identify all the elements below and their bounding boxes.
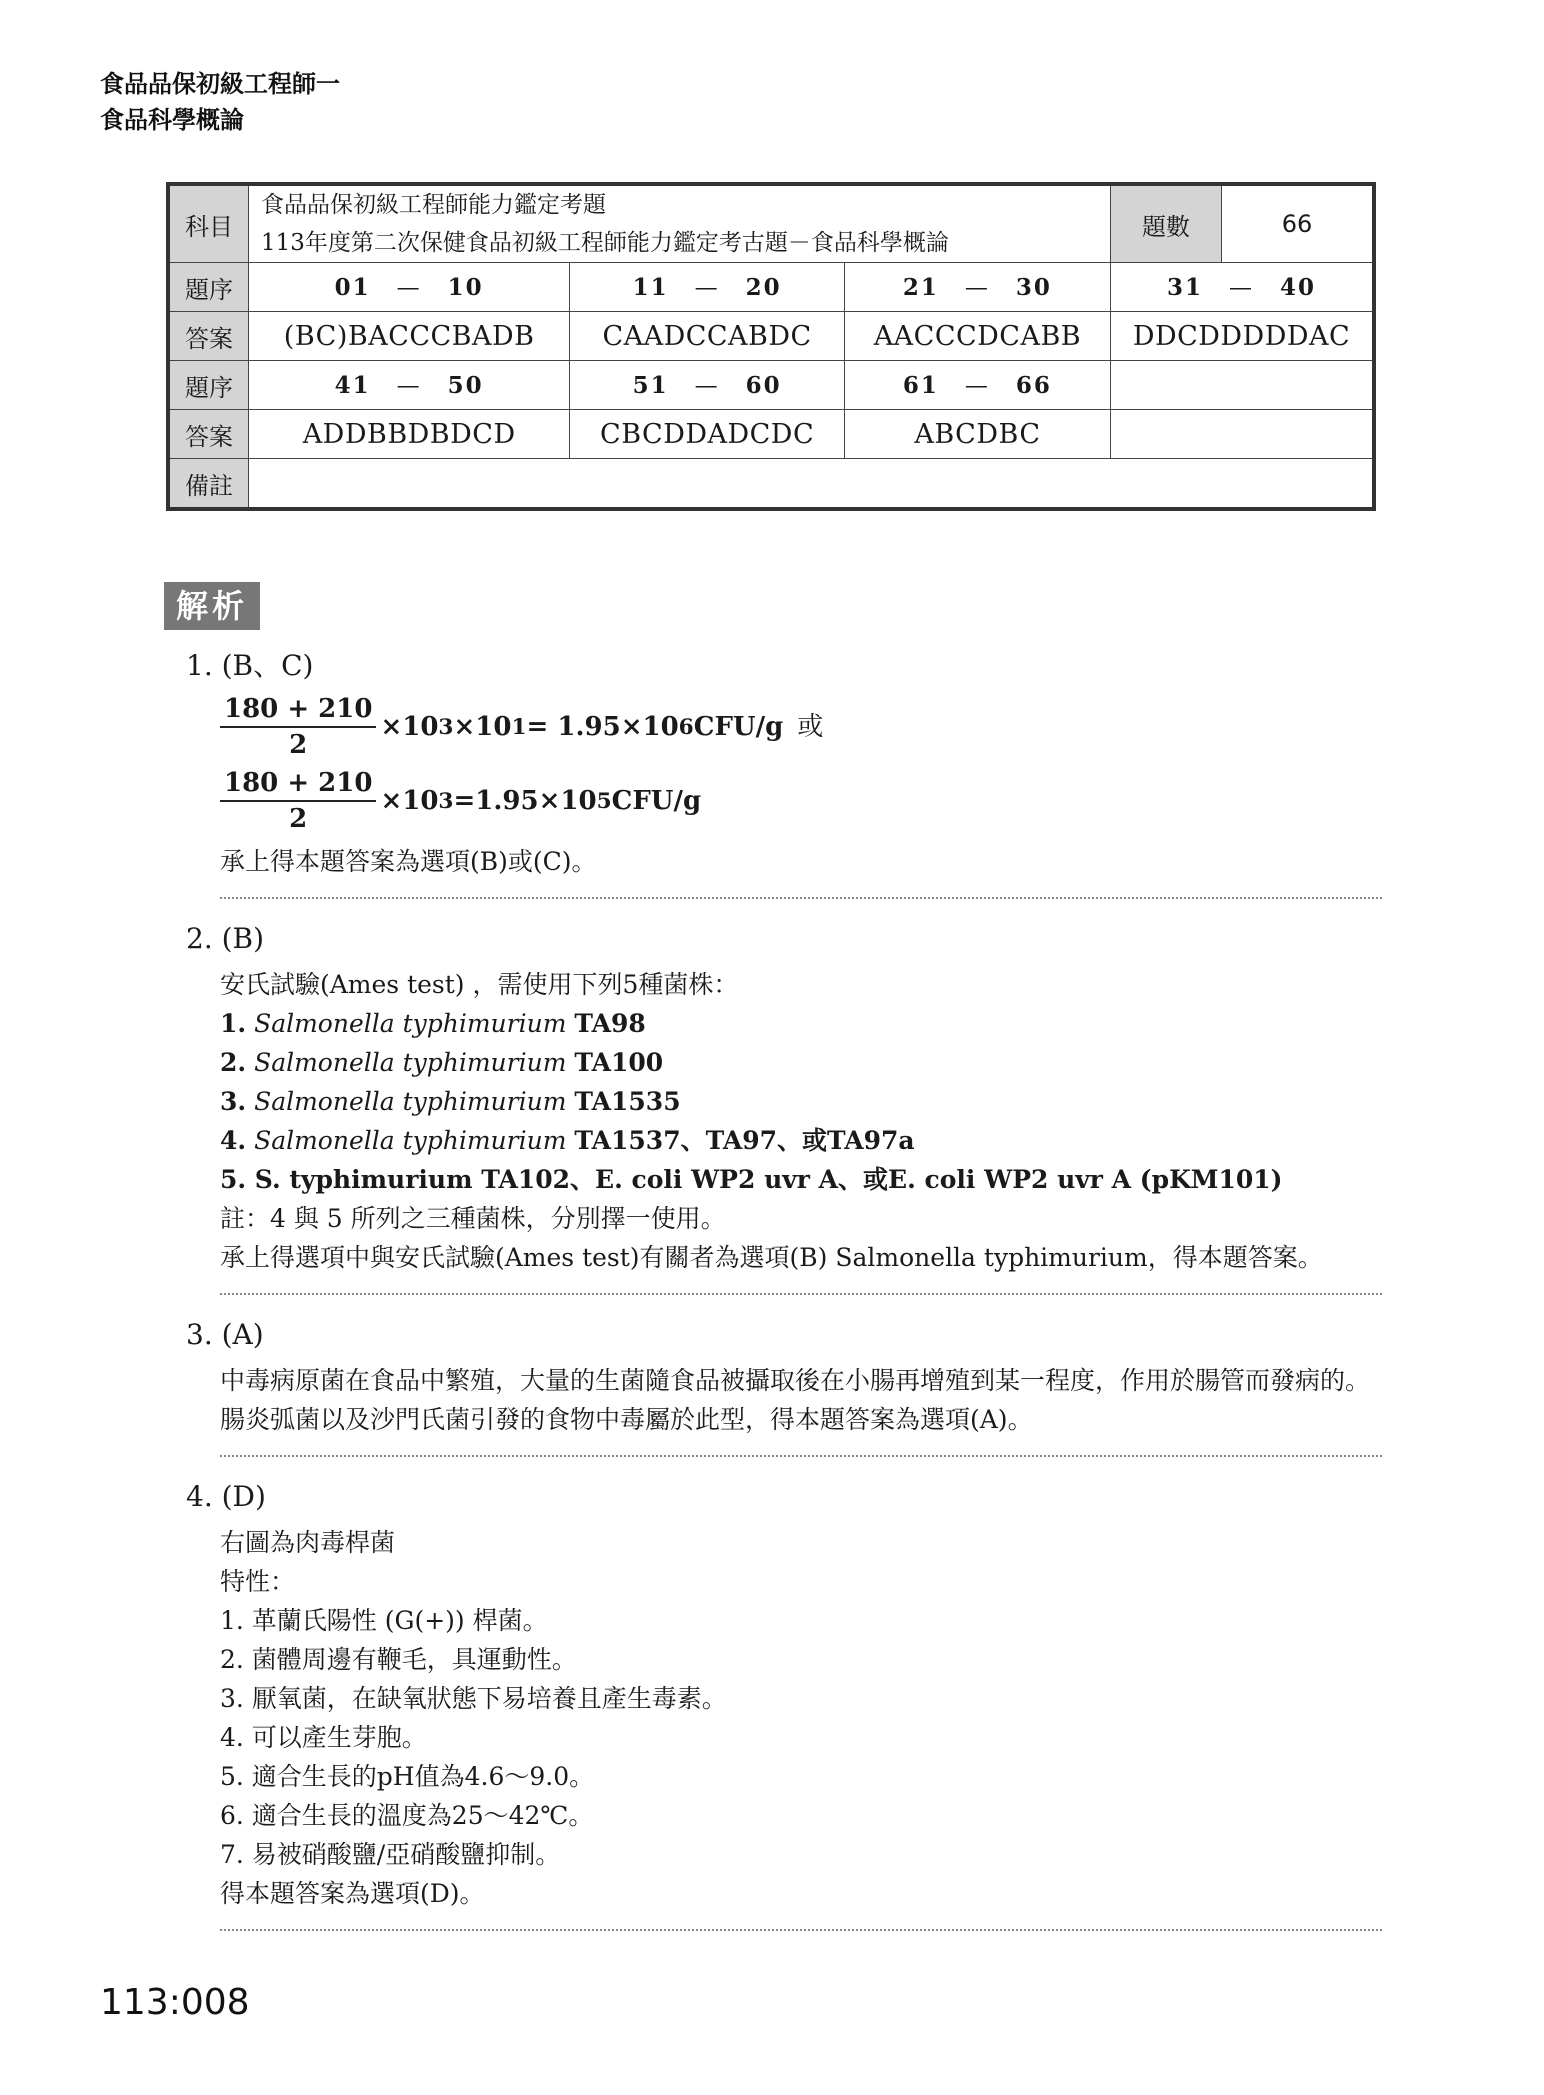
explanation-text: 中毒病原菌在食品中繁殖，大量的生菌隨食品被攝取後在小腸再增殖到某一程度，作用於腸管而發病的。腸炎弧菌以及沙門氏菌引發的食物中毒屬於此型，得本題答案為選項(A)。 bbox=[220, 1366, 1371, 1434]
range-cell: 31 — 40 bbox=[1111, 263, 1375, 312]
answer-cell: CBCDDADCDC bbox=[570, 410, 845, 459]
question-body bbox=[186, 692, 1382, 881]
dotted-divider bbox=[220, 1455, 1382, 1457]
answer-cell: AACCCDCABB bbox=[844, 312, 1110, 361]
formula-2: $\frac{180 + 210}{2}$ ×10 3 =1.95×10 5 CFU/g bbox=[220, 766, 1382, 836]
explanations bbox=[186, 646, 1382, 1951]
order-label: 題序 bbox=[168, 263, 249, 312]
answer-cell: DDCDDDDDAC bbox=[1111, 312, 1375, 361]
table-row bbox=[168, 410, 1374, 459]
range-cell: 01 — 10 bbox=[249, 263, 570, 312]
answer-label: 答案 bbox=[168, 410, 249, 459]
formula-1: $\frac{180 + 210}{2}$ ×10 3 ×10 1 = 1.95×10 6 CFU/g 或 bbox=[220, 692, 1382, 762]
exam-title bbox=[249, 184, 1111, 263]
answer-label: 答案 bbox=[168, 312, 249, 361]
question-2 bbox=[186, 919, 1382, 1295]
list-item: 4. 可以產生芽胞。 bbox=[220, 1723, 427, 1752]
page-number: 113:008 bbox=[100, 1982, 250, 2023]
list-item: 3. 厭氧菌，在缺氧狀態下易培養且產生毒素。 bbox=[220, 1684, 727, 1713]
empty-cell bbox=[1111, 361, 1375, 410]
table-row bbox=[168, 361, 1374, 410]
list-item: 1. 革蘭氏陽性 (G(+)) 桿菌。 bbox=[220, 1606, 548, 1635]
table-title-row bbox=[168, 184, 1374, 263]
question-body bbox=[186, 965, 1382, 1277]
subject-label: 科目 bbox=[168, 184, 249, 263]
table-row bbox=[168, 312, 1374, 361]
question-3 bbox=[186, 1315, 1382, 1457]
list-item: 3. Salmonella typhimurium TA1535 bbox=[220, 1087, 681, 1116]
question-1 bbox=[186, 646, 1382, 899]
dotted-divider bbox=[220, 897, 1382, 899]
intro: 安氏試驗(Ames test) ，需使用下列5種菌株： bbox=[220, 970, 739, 999]
range-cell: 21 — 30 bbox=[844, 263, 1110, 312]
intro: 右圖為肉毒桿菌 bbox=[220, 1528, 396, 1557]
traits-label: 特性： bbox=[220, 1567, 296, 1596]
question-4 bbox=[186, 1477, 1382, 1931]
header-line-1: 食品品保初級工程師一 bbox=[100, 70, 340, 98]
range-cell: 51 — 60 bbox=[570, 361, 845, 410]
list-item: 2. Salmonella typhimurium TA100 bbox=[220, 1048, 664, 1077]
list-item: 6. 適合生長的溫度為25～42℃。 bbox=[220, 1801, 594, 1830]
answer-cell: ADDBBDBDCD bbox=[249, 410, 570, 459]
fraction: $\frac{180 + 210}{2}$ bbox=[220, 766, 376, 836]
range-cell: 11 — 20 bbox=[570, 263, 845, 312]
list-item: 1. Salmonella typhimurium TA98 bbox=[220, 1009, 646, 1038]
question-number: 1. (B、C) bbox=[186, 649, 314, 682]
header-line-2: 食品科學概論 bbox=[100, 106, 244, 134]
list-item: 5. S. typhimurium TA102、E. coli WP2 uvr A、或E. coli WP2 uvr A (pKM101) bbox=[220, 1165, 1283, 1194]
running-header bbox=[100, 66, 340, 138]
exam-title-line-1: 食品品保初級工程師能力鑑定考題 bbox=[261, 192, 606, 218]
answer-table bbox=[166, 182, 1376, 511]
dotted-divider bbox=[220, 1929, 1382, 1931]
table-row bbox=[168, 263, 1374, 312]
note-label: 備註 bbox=[168, 459, 249, 510]
conclusion: 承上得本題答案為選項(B)或(C)。 bbox=[220, 847, 597, 876]
count-label: 題數 bbox=[1111, 184, 1222, 263]
list-item: 2. 菌體周邊有鞭毛，具運動性。 bbox=[220, 1645, 577, 1674]
question-number: 2. (B) bbox=[186, 922, 265, 955]
table-row bbox=[168, 459, 1374, 510]
note: 註：4 與 5 所列之三種菌株，分別擇一使用。 bbox=[220, 1204, 726, 1233]
count-value: 66 bbox=[1222, 184, 1375, 263]
question-body bbox=[186, 1523, 1382, 1913]
exam-title-line-2: 113年度第二次保健食品初級工程師能力鑑定考古題－食品科學概論 bbox=[261, 230, 949, 256]
range-cell: 41 — 50 bbox=[249, 361, 570, 410]
question-body bbox=[186, 1361, 1382, 1439]
answer-cell: CAADCCABDC bbox=[570, 312, 845, 361]
list-item: 5. 適合生長的pH值為4.6～9.0。 bbox=[220, 1762, 595, 1791]
fraction: $\frac{180 + 210}{2}$ bbox=[220, 692, 376, 762]
dotted-divider bbox=[220, 1293, 1382, 1295]
empty-cell bbox=[1111, 410, 1375, 459]
answer-cell: ABCDBC bbox=[844, 410, 1110, 459]
section-title: 解析 bbox=[164, 582, 260, 630]
answer-cell: (BC)BACCCBADB bbox=[249, 312, 570, 361]
conclusion: 得本題答案為選項(D)。 bbox=[220, 1879, 485, 1908]
range-cell: 61 — 66 bbox=[844, 361, 1110, 410]
list-item: 7. 易被硝酸鹽/亞硝酸鹽抑制。 bbox=[220, 1840, 561, 1869]
question-number: 4. (D) bbox=[186, 1480, 266, 1513]
note-cell bbox=[249, 459, 1375, 510]
question-number: 3. (A) bbox=[186, 1318, 264, 1351]
list-item: 4. Salmonella typhimurium TA1537、TA97、或TA97a bbox=[220, 1126, 915, 1155]
conclusion: 承上得選項中與安氏試驗(Ames test)有關者為選項(B) Salmonella typhimurium，得本題答案。 bbox=[220, 1243, 1323, 1272]
order-label: 題序 bbox=[168, 361, 249, 410]
